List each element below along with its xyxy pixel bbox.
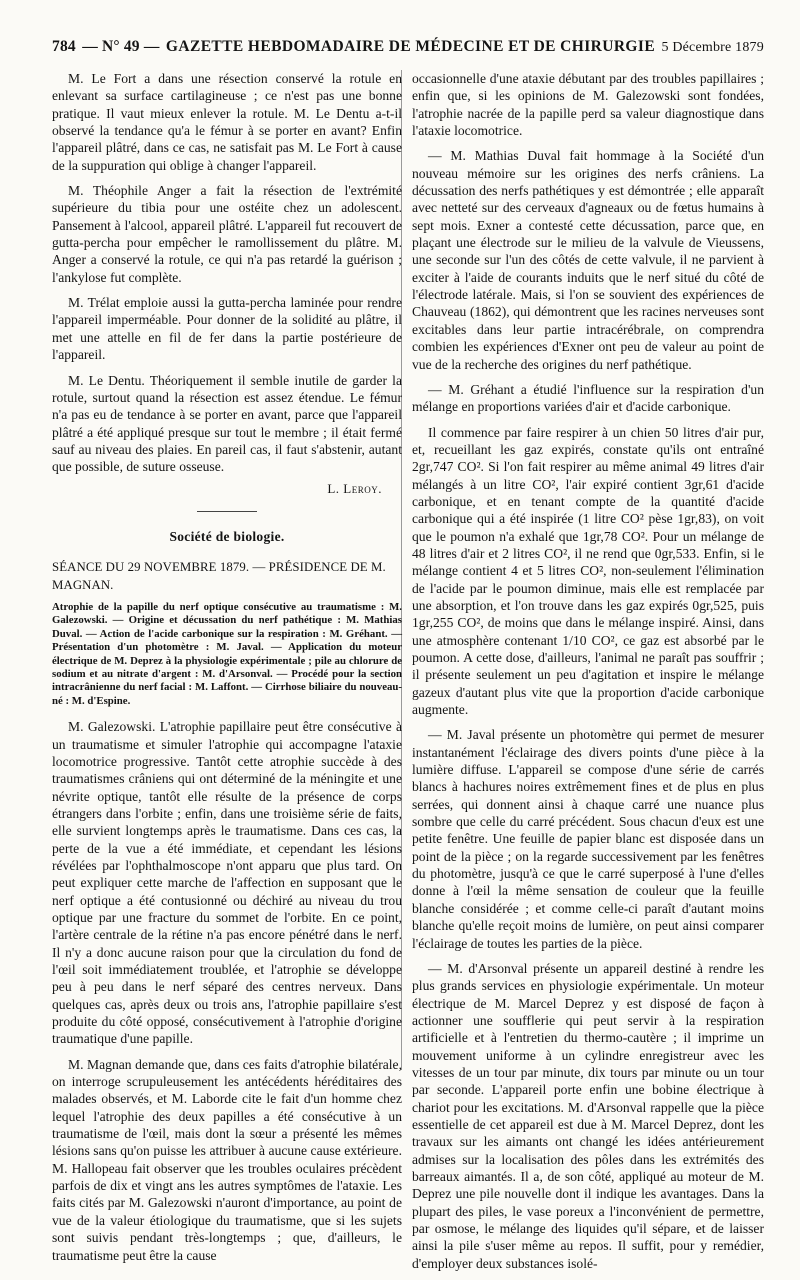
paragraph-galezowski: M. Galezowski. L'atrophie papillaire peut être consécutive à un traumatisme et simuler l'atrophie qui accompagne l'ataxie locomotrice progressive. Tantôt cette atrophie succède à des traumatismes crâniens qui ont déterminé de la méningite et une névrite optique, tantôt elle résulte de la présence de corps étrangers dans l'orbite ; enfin, dans une troisième série de faits, elle survient longtemps après le traumatisme. Dans ces cas, la perte de la vue a été immédiate, et cependant les lésions révélées par l'ophthalmoscope n'ont apparu que plus tard. On peut expliquer cette marche de l'affection en supposant que le nerf optique a été contusionné ou déchiré au niveau du trou optique par une fracture du sommet de l'orbite. En ce point, l'artère centrale de la rétine n'a pas encore pénétré dans le nerf. Il n'y a donc aucune raison pour que la circulation du fond de l'œil soit immédiatement troublée, et l'atrophie se développe peu à peu dans le nerf séparé des centres nerveux. Dans quelques cas, après deux ou trois ans, l'atrophie papillaire s'est produite du côté opposé, consécutivement à l'atrophie d'origine traumatique d'une papille.	[52, 719, 402, 1047]
paragraph-le-fort: M. Le Fort a dans une résection conservé la rotule en enlevant sa surface cartilagineuse ; ce n'est pas une bonne pratique. Il vaut mieux enlever la rotule. M. Le Dentu a-t-il observé la tendance qu'a le fémur à se porter en avant? Enfin l'appareil plâtré, dans ce cas, ne satisfait pas M. Le Fort à cause de la suppuration qui oblige à changer l'appareil.	[52, 71, 402, 173]
paragraph-javal: — M. Javal présente un photomètre qui permet de mesurer instantanément l'éclairage des divers points d'une pièce à la lumière diffuse. L'appareil se compose d'une série de carrés blancs à hachures noires extrêmement fines et de plus en plus serrées, qui donnent ainsi à chaque carré une nuance plus sombre que celle du carré précédent. Sous chacun d'eux est une petite fenêtre. Une feuille de papier blanc est disposée dans un point de la pièce ; on la regarde successivement par les fenêtres du photomètre, jusqu'à ce que le carré superposé à l'une d'elles donne à l'œil la même sensation de couleur que la feuille blanche considérée ; et comme celle-ci paraît d'autant moins blanche qu'elle reçoit moins de lumière, on peut ainsi comparer l'éclairage de toutes les parties de la pièce.	[412, 727, 764, 951]
section-title: Société de biologie.	[169, 528, 285, 544]
paragraph-grehant-experiment: Il commence par faire respirer à un chien 50 litres d'air pur, et, recueillant les gaz expirés, constate qu'ils ont entraîné 2gr,747 CO². Si l'on fait respirer au même animal 49 litres d'air mélangés à un litre CO², l'air expiré contient 3gr,61 d'acide carbonique, et en tenant compte de la quantité d'acide carbonique qui a été inspirée (1 litre CO² pèse 1gr,83), on voit que le poumon n'a exhalé que 1gr,78 CO². Pour un mélange de 48 litres d'air et 2 litres CO², il ne rend que 0gr,533. Enfin, si le mélange contient 4 et 5 litres CO², non-seulement l'élimination de l'acide par le poumon diminue, mais elle est remplacée par une absorption, et l'on trouve dans les gaz expirés 0gr,525, puis 1gr,255 CO², de moins que dans le mélange inspiré. Ainsi, dans une atmosphère contenant 1/10 CO², ce gaz est absorbé par le poumon. A cette dose, d'ailleurs, l'animal ne paraît pas souffrir ; il présente seulement un peu d'agitation et inspire le mélange gazeux d'autant plus vite que la proportion d'acide carbonique augmente.	[412, 424, 764, 718]
paragraph-grehant-intro: — M. Gréhant a étudié l'influence sur la respiration d'un mélange en proportions variées d'air et d'acide carbonique.	[412, 381, 764, 415]
paragraph-trelat: M. Trélat emploie aussi la gutta-percha laminée pour rendre l'appareil imperméable. Pour donner de la solidité au plâtre, il met une attelle en fil de fer dans la partie postérieure de l'appareil.	[52, 295, 402, 363]
journal-title: GAZETTE HEBDOMADAIRE DE MÉDECINE ET DE CHIRURGIE	[165, 38, 656, 55]
paragraph-darsonval: — M. d'Arsonval présente un appareil destiné à rendre les plus grands services en physiologie expérimentale. Un moteur électrique de M. Marcel Deprez y est disposé de façon à actionner une soufflerie qui peut servir à la respiration artificielle et à l'entretien du thermo-cautère ; il imprime un mouvement uniforme à un cylindre enregistreur avec les vitesses de un tour par minute, dix tours par minute ou un tour par seconde. L'appareil porte enfin une bobine électrique à chariot pour les excitations. M. d'Arsonval rappelle que la pièce essentielle de cet appareil est due à M. Marcel Deprez, dont les travaux sur les aimants ont changé les idées antérieurement admises sur la localisation des pôles dans les extrémités des barreaux aimantés. Il a, de son côté, appliqué au moteur de M. Deprez une pile nouvelle dont il indique les avantages. Dans la plupart des piles, le vase poreux a l'inconvénient de permettre, par osmose, le mélange des liquides qu'il sépare, et de laisser ainsi la pile s'user même au repos. Il suffit, pour y remédier, d'employer deux substances isolé-	[412, 960, 764, 1271]
page-number: 784	[52, 38, 76, 55]
seance-heading: SÉANCE DU 29 NOVEMBRE 1879. — PRÉSIDENCE DE M. MAGNAN.	[52, 560, 386, 592]
issue-number: — N° 49 —	[82, 38, 160, 55]
signature: L. Leroy.	[327, 480, 382, 496]
page-header	[52, 38, 764, 62]
paragraph-le-dentu: M. Le Dentu. Théoriquement il semble inutile de garder la rotule, surtout quand la résection est assez étendue. Le fémur n'a pas eu de tendance à se porter en avant, parce que l'appareil plâtré a été appliqué presque sur tout le membre ; il était fermé sauf au niveau des plaies. En pareil cas, il faut s'abstenir, autant que possible, de suture osseuse.	[52, 372, 402, 475]
section-divider	[197, 511, 257, 512]
issue-date: 5 Décembre 1879	[661, 40, 764, 55]
left-column	[52, 70, 402, 1272]
paragraph-anger: M. Théophile Anger a fait la résection de l'extrémité supérieure du tibia pour une ostéite chez un adolescent. Pansement à l'alcool, appareil plâtré. L'appareil fut recouvert de gutta-percha pour empêcher le ramollissement du plâtre. M. Anger a conservé la rotule, ce qui n'a pas retardé la guérison ; l'ankylose fut complète.	[52, 183, 402, 285]
right-column	[412, 70, 764, 1280]
paragraph-mathias-duval: — M. Mathias Duval fait hommage à la Société d'un nouveau mémoire sur les origines des nerfs crâniens. La décussation des nerfs pathétiques y est démontrée ; elle apparaît avec netteté sur des cerveaux d'agneaux ou de fœtus humains à sept mois. Exner a contesté cette décussation, parce que, en plaçant une électrode sur le milieu de la valvule de Vieussens, une seconde sur l'un des côtés de cette valvule, il ne parvient à exciter à l'aide de courants induits que le nerf situé du côté de l'électrode latérale. Mais, si l'on se souvient des expériences de Chauveau (1862), qui démontrent que les racines nerveuses sont excitables dans leur partie intracérébrale, on comprendra combien les expériences d'Exner ont peu de valeur au point de vue de la recherche des origines du nerf pathétique.	[412, 148, 764, 372]
paragraph-magnan: M. Magnan demande que, dans ces faits d'atrophie bilatérale, on interroge scrupuleusement les antécédents héréditaires des malades observés, et M. Laborde cite le fait d'un homme chez lequel l'atrophie des deux papilles a été consécutive à un traumatisme de l'œil, mais dont la sœur a présenté les mêmes lésions sans qu'on puisse les attribuer à aucune cause extérieure. M. Hallopeau fait observer que les troubles oculaires précèdent parfois de dix et vingt ans les autres symptômes de l'ataxie. Les faits cités par M. Galezowski n'auront d'importance, au point de vue de la valeur étiologique du traumatisme, que si les sujets sont suivis pendant très-longtemps ; que, d'ailleurs, le traumatisme peut être la cause	[52, 1056, 402, 1263]
paragraph-continuation: occasionnelle d'une ataxie débutant par des troubles papillaires ; enfin que, si les opinions de M. Galezowski sont fondées, l'atrophie nacrée de la papille perd sa valeur diagnostique dans l'ataxie locomotrice.	[412, 71, 764, 139]
session-summary: Atrophie de la papille du nerf optique consécutive au traumatisme : M. Galezowski. — Origine et décussation du nerf pathétique : M. Mathias Duval. — Action de l'acide carbonique sur la respiration : M. Gréhant. — Présentation d'un photomètre : M. Javal. — Application du moteur électrique de M. Deprez à la physiologie expérimentale ; pile au chlorure de sodium et au nitrate d'argent : M. d'Arsonval. — Procédé pour la section intracrânienne du nerf facial : M. Laffont. — Cirrhose biliaire du nouveau-né : M. d'Espine.	[52, 600, 402, 707]
